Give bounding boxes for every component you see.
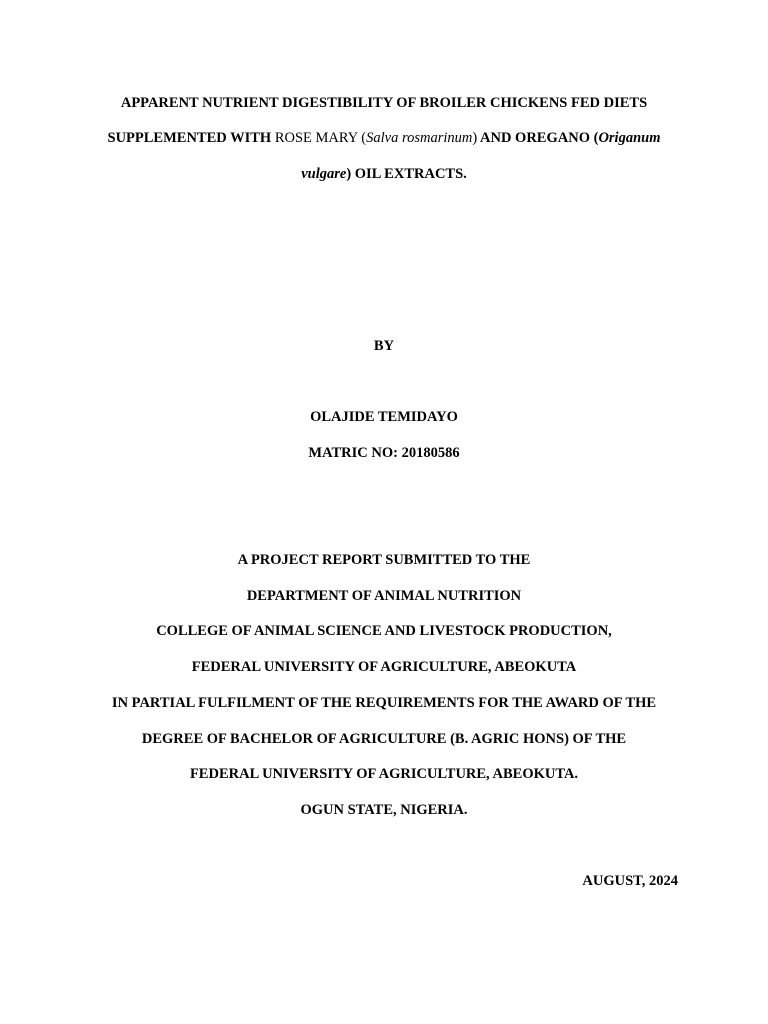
by-label: BY [373,338,395,354]
submission-line-8: OGUN STATE, NIGERIA. [300,802,468,818]
submission-line-2: DEPARTMENT OF ANIMAL NUTRITION [246,588,522,604]
submission-line-1: A PROJECT REPORT SUBMITTED TO THE [237,552,531,568]
title-line-2-part-e: AND OREGANO ( [477,130,599,146]
scientific-name-rosemary: Salva rosmarinum [366,130,473,146]
title-line-2-part-a: SUPPLEMENTED WITH [107,130,275,146]
submission-line-6: DEGREE OF BACHELOR OF AGRICULTURE (B. AGRIC HONS) OF THE [141,731,627,747]
matric-number: MATRIC NO: 20180586 [308,445,460,461]
title-line-2-part-d: ) [472,130,478,146]
title-line-1: APPARENT NUTRIENT DIGESTIBILITY OF BROILER CHICKENS FED DIETS [120,95,648,111]
title-line-3-part-b: ) OIL EXTRACTS. [346,166,467,182]
submission-line-7: FEDERAL UNIVERSITY OF AGRICULTURE, ABEOKUTA. [189,766,579,782]
scientific-name-oregano-species: vulgare [301,166,347,182]
submission-line-5: IN PARTIAL FULFILMENT OF THE REQUIREMENTS FOR THE AWARD OF THE [111,695,657,711]
title-line-2 [0,129,768,147]
title-line-2-part-b: ROSE MARY ( [274,130,367,146]
title-line-3 [0,165,768,183]
author-name: OLAJIDE TEMIDAYO [310,409,458,425]
submission-line-4: FEDERAL UNIVERSITY OF AGRICULTURE, ABEOKUTA [191,659,577,675]
scientific-name-oregano-genus: Origanum [598,130,661,146]
submission-date: AUGUST, 2024 [582,873,678,889]
submission-line-3: COLLEGE OF ANIMAL SCIENCE AND LIVESTOCK PRODUCTION, [156,623,612,639]
